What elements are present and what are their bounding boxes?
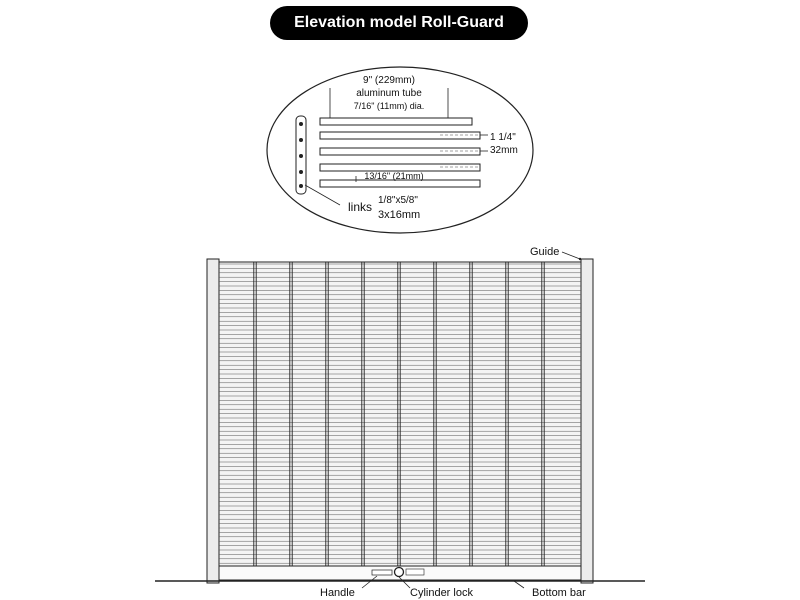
tube-length-label: 9" (229mm) bbox=[363, 75, 415, 86]
tube-diameter-label: 7/16" (11mm) dia. bbox=[353, 101, 425, 111]
cylinder-lock-label: Cylinder lock bbox=[410, 587, 473, 599]
left-guide bbox=[207, 259, 219, 583]
right-guide bbox=[581, 259, 593, 583]
tube-material-label: aluminum tube bbox=[356, 88, 422, 99]
inner-length-label: 13/16" (21mm) bbox=[364, 171, 424, 181]
links-label: links bbox=[348, 200, 373, 214]
pitch-inch-label: 1 1/4" bbox=[490, 132, 516, 143]
page-title: Elevation model Roll-Guard bbox=[270, 6, 528, 40]
bottom-bar-label: Bottom bar bbox=[532, 587, 586, 599]
handle-label: Handle bbox=[320, 587, 355, 599]
guide-label: Guide bbox=[530, 246, 560, 258]
links-size-mm: 3x16mm bbox=[378, 209, 421, 221]
pitch-mm-label: 32mm bbox=[490, 145, 518, 156]
tube-detail-callout bbox=[267, 67, 533, 233]
roll-guard-elevation bbox=[155, 246, 645, 599]
handle-shape bbox=[372, 570, 392, 575]
cylinder-lock-shape bbox=[395, 568, 404, 577]
links-size-inch: 1/8"x5/8" bbox=[378, 195, 418, 206]
